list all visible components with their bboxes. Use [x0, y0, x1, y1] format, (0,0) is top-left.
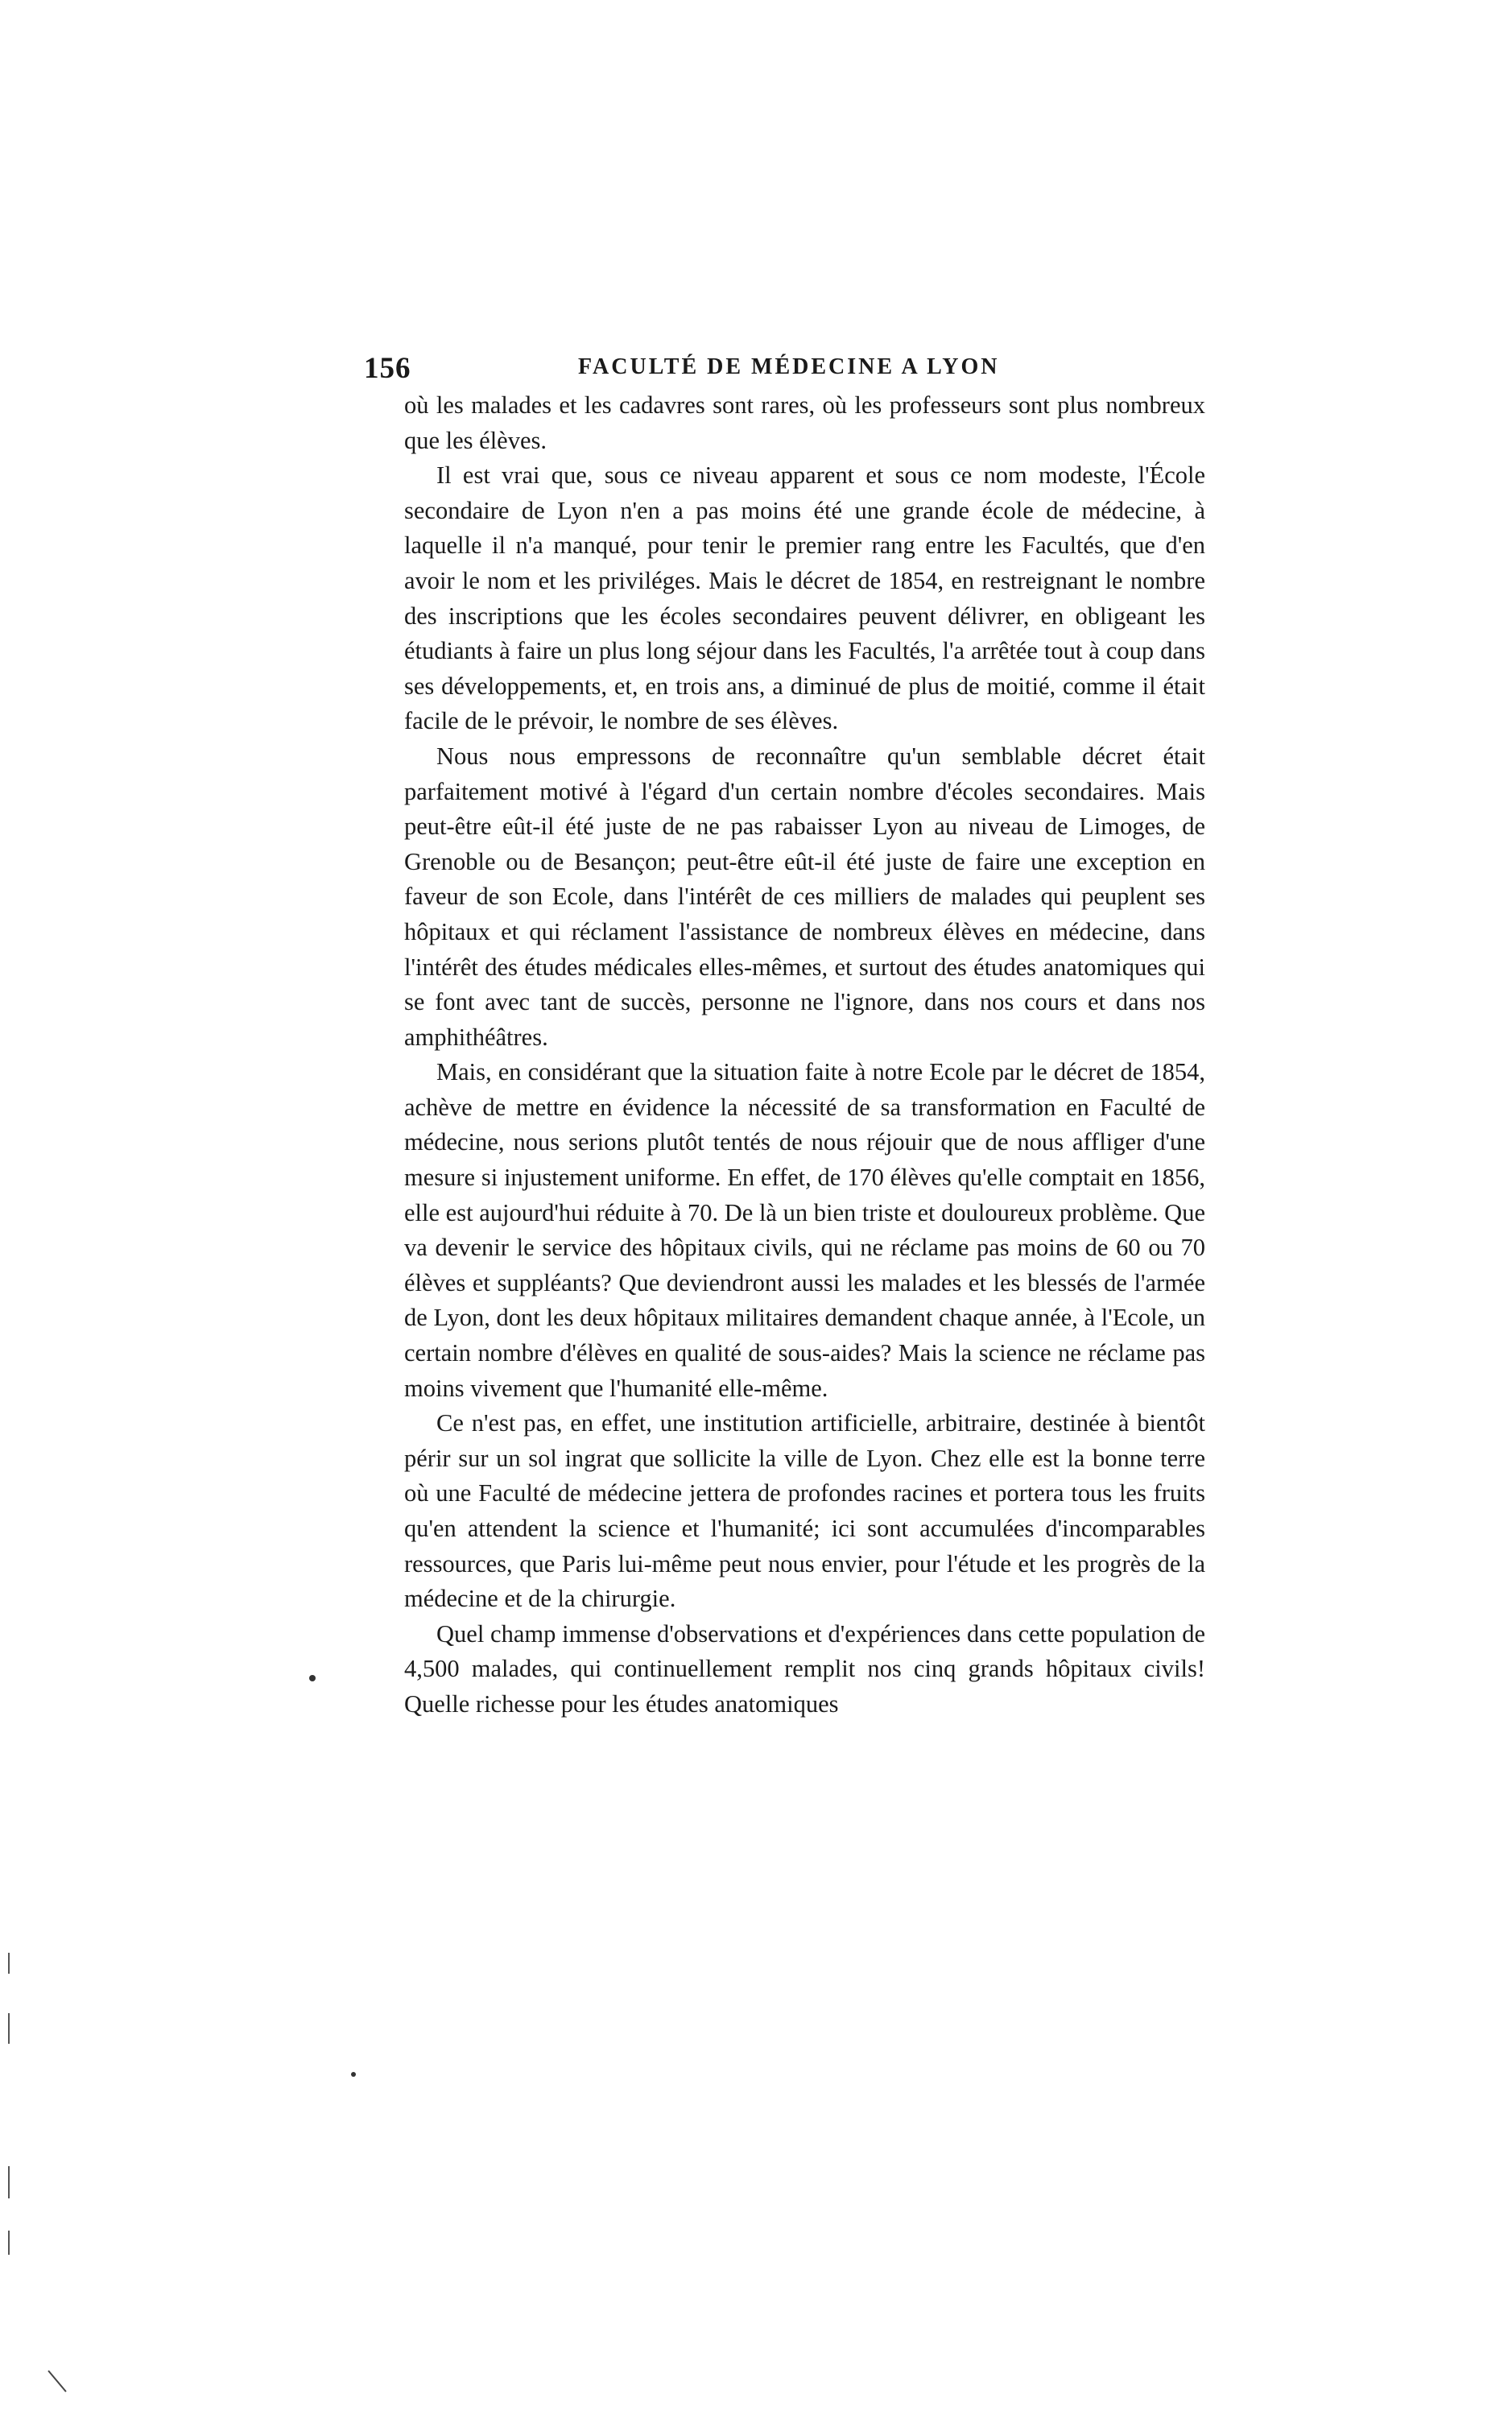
scan-slash-mark	[48, 2370, 66, 2392]
paragraph-1: où les malades et les cadavres sont rares, où les professeurs sont plus nombreux que les élèves.	[404, 391, 1205, 454]
scan-edge-mark-4	[8, 2231, 10, 2255]
body-text	[404, 388, 1205, 1722]
scan-dot-1	[309, 1675, 316, 1681]
page-header	[364, 351, 1205, 390]
scan-edge-mark-3	[8, 2166, 10, 2198]
paragraph-3: Nous nous empressons de reconnaître qu'un semblable décret était parfaitement motivé à l'égard d'un certain nombre d'écoles secondaires. Mais peut-être eût-il été juste de ne pas rabaisser Lyon au niveau de Limoges, de Grenoble ou de Besançon; peut-être eût-il été juste de faire une exception en faveur de son Ecole, dans l'intérêt de ces milliers de malades qui peuplent ses hôpitaux et qui réclament l'assistance de nombreux élèves en médecine, dans l'intérêt des études médicales elles-mêmes, et surtout des études anatomiques qui se font avec tant de succès, personne ne l'ignore, dans nos cours et dans nos amphithéâtres.	[404, 742, 1205, 1051]
paragraph-6: Quel champ immense d'observations et d'expériences dans cette population de 4,500 malades, qui continuellement remplit nos cinq grands hôpitaux civils! Quelle richesse pour les études anatomiques	[404, 1619, 1205, 1718]
scan-edge-mark-1	[8, 1953, 10, 1974]
paragraph-2: Il est vrai que, sous ce niveau apparent et sous ce nom modeste, l'École secondaire de Lyon n'en a pas moins été une grande école de médecine, à laquelle il n'a manqué, pour tenir le premier rang entre les Facultés, que d'en avoir le nom et les priviléges. Mais le décret de 1854, en restreignant le nombre des inscriptions que les écoles secondaires peuvent délivrer, en obligeant les étudiants à faire un plus long séjour dans les Facultés, l'a arrêtée tout à coup dans ses développements, et, en trois ans, a diminué de plus de moitié, comme il était facile de le prévoir, le nombre de ses élèves.	[404, 461, 1205, 735]
paragraph-4: Mais, en considérant que la situation faite à notre Ecole par le décret de 1854, achève de mettre en évidence la nécessité de sa transformation en Faculté de médecine, nous serions plutôt tentés de nous réjouir que de nous affliger d'une mesure si injustement uniforme. En effet, de 170 élèves qu'elle comptait en 1856, elle est aujourd'hui réduite à 70. De là un bien triste et douloureux problème. Que va devenir le service des hôpitaux civils, qui ne réclame pas moins de 60 ou 70 élèves et suppléants? Que deviendront aussi les malades et les blessés de l'armée de Lyon, dont les deux hôpitaux militaires demandent chaque année, à l'Ecole, un certain nombre d'élèves en qualité de sous-aides? Mais la science ne réclame pas moins vivement que l'humanité elle-même.	[404, 1058, 1205, 1402]
page-number: 156	[364, 352, 411, 385]
paragraph-5: Ce n'est pas, en effet, une institution artificielle, arbitraire, destinée à bientôt périr sur un sol ingrat que sollicite la ville de Lyon. Chez elle est la bonne terre où une Faculté de médecine jettera de profondes racines et portera tous les fruits qu'en attendent la science et l'humanité; ici sont accumulées d'incomparables ressources, que Paris lui-même peut nous envier, pour l'étude et les progrès de la médecine et de la chirurgie.	[404, 1409, 1205, 1613]
running-head: FACULTÉ DE MÉDECINE A LYON	[578, 354, 1000, 379]
scan-dot-2	[351, 2072, 356, 2077]
scan-edge-mark-2	[8, 2013, 10, 2044]
